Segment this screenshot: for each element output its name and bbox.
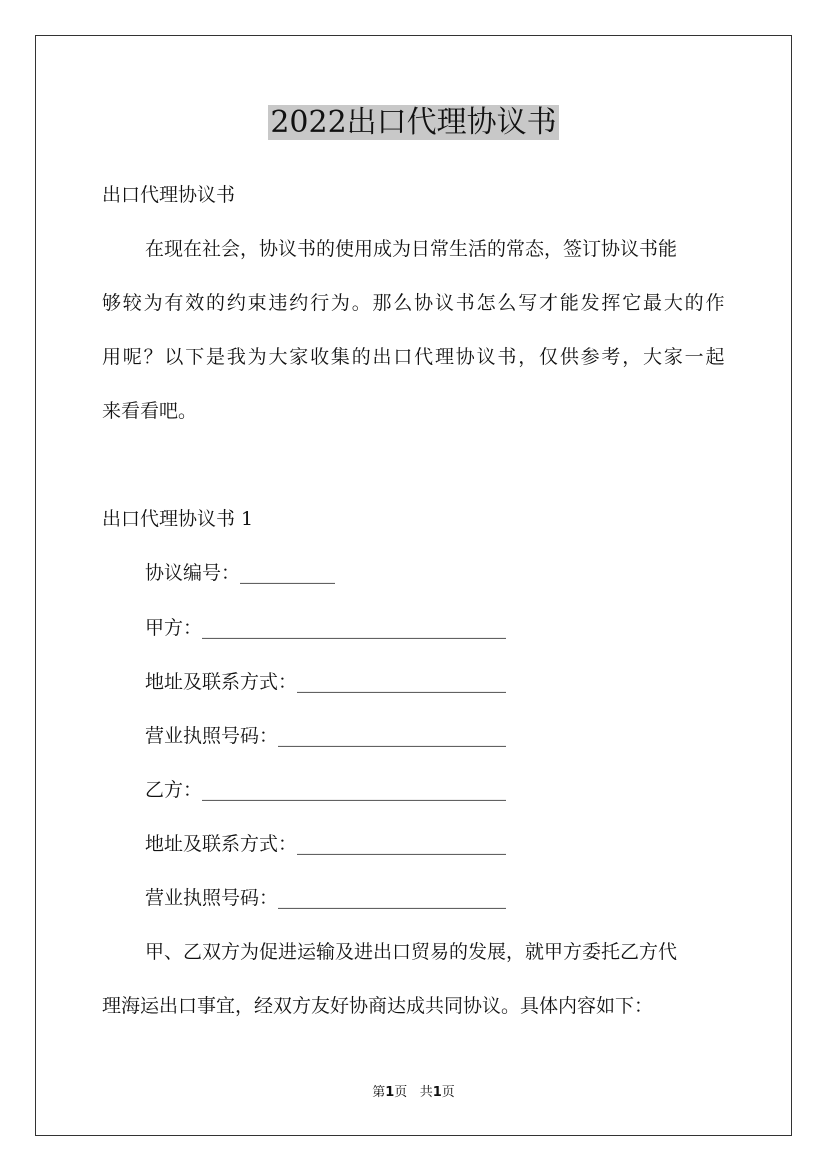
footer-page-prefix: 第 xyxy=(372,1085,386,1100)
footer-page-number: 1 xyxy=(385,1085,395,1100)
intro-line-3: 用呢？以下是我为大家收集的出口代理协议书，仅供参考，大家一起 xyxy=(102,346,725,368)
field-agreement-number: 协议编号：__________ xyxy=(145,562,336,584)
field-party-b: 乙方：________________________________ xyxy=(145,779,507,801)
page-footer xyxy=(0,1084,827,1102)
footer-page-suffix: 页 xyxy=(394,1085,408,1100)
body-line-2: 理海运出口事宜，经双方友好协商达成共同协议。具体内容如下： xyxy=(102,995,654,1017)
intro-line-2: 够较为有效的约束违约行为。那么协议书怎么写才能发挥它最大的作 xyxy=(102,292,725,314)
footer-total-number: 1 xyxy=(432,1085,442,1100)
intro-line-1: 在现在社会，协议书的使用成为日常生活的常态，签订协议书能 xyxy=(145,238,678,260)
field-party-b-address: 地址及联系方式：______________________ xyxy=(145,833,507,855)
document-title-text: 2022出口代理协议书 xyxy=(270,105,557,140)
field-party-a: 甲方：________________________________ xyxy=(145,617,507,639)
footer-total-suffix: 页 xyxy=(441,1085,455,1100)
body-line-1: 甲、乙双方为促进运输及进出口贸易的发展，就甲方委托乙方代 xyxy=(145,941,678,963)
intro-line-4: 来看看吧。 xyxy=(102,400,198,422)
footer-total-prefix: 共 xyxy=(419,1085,433,1100)
field-party-b-license: 营业执照号码：________________________ xyxy=(145,887,507,909)
field-party-a-license: 营业执照号码：________________________ xyxy=(145,725,507,747)
field-party-a-address: 地址及联系方式：______________________ xyxy=(145,671,507,693)
document-subtitle: 出口代理协议书 xyxy=(102,184,236,206)
document-title xyxy=(0,102,827,144)
section-heading: 出口代理协议书 1 xyxy=(102,508,254,530)
